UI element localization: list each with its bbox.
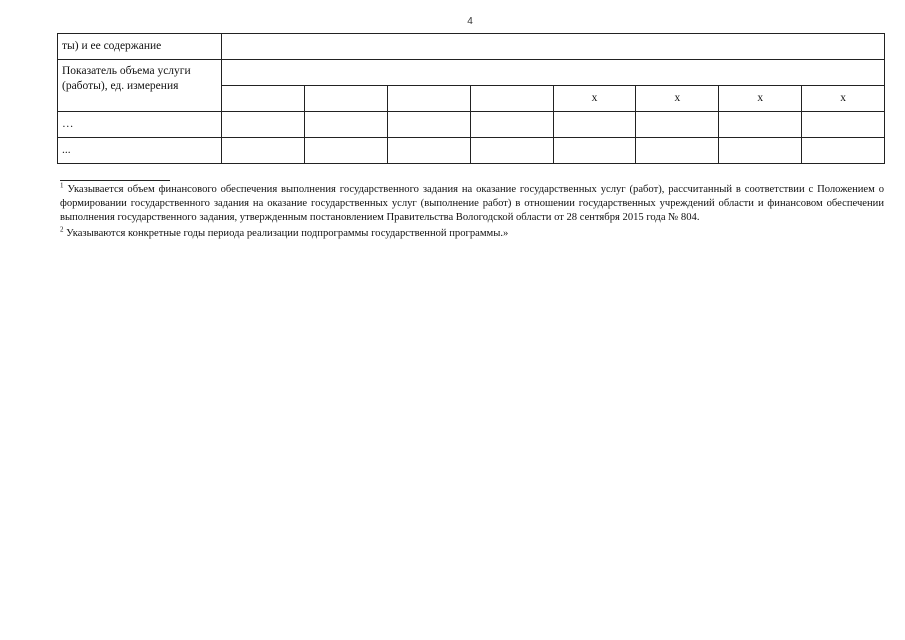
table-cell-content-value xyxy=(222,34,885,60)
table-cell-label-volume-indicator xyxy=(58,60,222,112)
footnote-divider xyxy=(60,180,170,181)
table-cell xyxy=(470,138,553,164)
table-cell-x-mark: х xyxy=(636,86,719,112)
footnote-1 xyxy=(60,183,884,225)
table-cell xyxy=(719,112,802,138)
table-cell xyxy=(802,138,885,164)
table-row-content xyxy=(58,34,885,60)
table-cell xyxy=(802,112,885,138)
footnote-text: Указывается объем финансового обеспечения выполнения государственного задания на оказание государственных услуг (работ), рассчитанный в соответствии с Положением о формировании государственного задания на оказание государственных услуг (выполнение работ) в отношении государственных учреждений области и финансовом обеспечении выполнения государственного задания, утвержденным постановлением Правительства Вологодской области от 28 сентября 2015 года № 804. xyxy=(60,184,884,223)
footnote-2 xyxy=(60,227,884,241)
table-row-ellipsis xyxy=(58,138,885,164)
table-cell-volume-indicator-value xyxy=(222,60,885,86)
table-row-ellipsis xyxy=(58,112,885,138)
table-cell xyxy=(222,86,305,112)
table-cell xyxy=(222,138,305,164)
indicator-table xyxy=(57,33,885,164)
volume-indicator-label-line2: (работы), ед. измерения xyxy=(62,80,179,92)
table-cell xyxy=(636,138,719,164)
table-cell-ellipsis: … xyxy=(58,112,222,138)
table-cell-x-mark: х xyxy=(802,86,885,112)
table-cell-ellipsis: ... xyxy=(58,138,222,164)
footnote-marker: 1 xyxy=(60,181,64,190)
page-number: 4 xyxy=(467,16,473,27)
table-cell-label-content: ты) и ее содержание xyxy=(58,34,222,60)
footnotes xyxy=(60,183,884,243)
table-cell xyxy=(304,112,387,138)
volume-indicator-label-line1: Показатель объема услуги xyxy=(62,65,191,77)
footnote-text: Указываются конкретные годы периода реализации подпрограммы государственной программы.» xyxy=(66,228,509,239)
table-cell xyxy=(304,138,387,164)
table-cell xyxy=(636,112,719,138)
table-cell-x-mark: х xyxy=(553,86,636,112)
table-cell xyxy=(719,138,802,164)
table-cell xyxy=(387,86,470,112)
table-cell xyxy=(387,112,470,138)
table-cell xyxy=(553,112,636,138)
table-cell xyxy=(470,112,553,138)
footnote-marker: 2 xyxy=(60,225,64,234)
table-cell xyxy=(387,138,470,164)
table-cell-x-mark: х xyxy=(719,86,802,112)
table-cell xyxy=(553,138,636,164)
table-cell xyxy=(222,112,305,138)
table-row-volume-indicator xyxy=(58,60,885,86)
table-cell xyxy=(304,86,387,112)
table-cell xyxy=(470,86,553,112)
